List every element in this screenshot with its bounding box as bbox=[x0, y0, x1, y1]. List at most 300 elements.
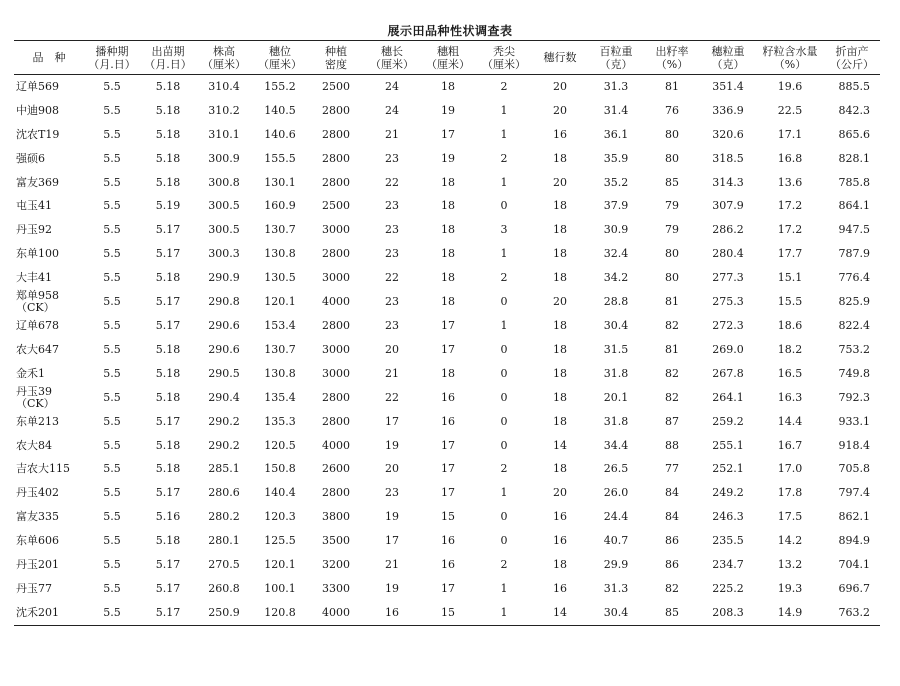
data-cell: 5.18 bbox=[155, 151, 181, 165]
table-row bbox=[14, 266, 880, 290]
data-cell: 5.17 bbox=[155, 557, 181, 571]
data-cell: 34.4 bbox=[603, 438, 629, 452]
variety-cell bbox=[14, 505, 84, 529]
data-cell: 31.8 bbox=[603, 414, 629, 428]
data-cell: 14.9 bbox=[777, 605, 803, 619]
data-cell: 24.4 bbox=[603, 510, 629, 524]
column-header bbox=[196, 41, 252, 75]
variety-cell bbox=[14, 266, 84, 290]
data-cell: 5.5 bbox=[103, 223, 121, 237]
data-cell: 77 bbox=[665, 462, 679, 476]
data-cell: 81 bbox=[665, 295, 679, 309]
data-cell: 320.6 bbox=[712, 127, 744, 141]
data-cell: 234.7 bbox=[712, 557, 744, 571]
column-header-line2: （公斤） bbox=[830, 57, 874, 71]
data-cell: 40.7 bbox=[603, 534, 629, 548]
data-cell: 81 bbox=[665, 342, 679, 356]
data-cell: 24 bbox=[385, 79, 399, 93]
table-row bbox=[14, 242, 880, 266]
data-cell: 260.8 bbox=[208, 581, 240, 595]
data-cell: 5.5 bbox=[103, 271, 121, 285]
variety-cell bbox=[14, 529, 84, 553]
data-cell: 763.2 bbox=[838, 605, 870, 619]
data-cell: 0 bbox=[500, 199, 508, 213]
data-cell: 314.3 bbox=[712, 175, 744, 189]
data-cell: 5.18 bbox=[155, 462, 181, 476]
data-cell: 22 bbox=[385, 390, 399, 404]
column-header-line2: （月.日） bbox=[88, 57, 136, 71]
data-cell: 2800 bbox=[322, 247, 350, 261]
table-title: 展示田品种性状调查表 bbox=[387, 24, 513, 38]
variety-cell bbox=[14, 338, 84, 362]
variety-name: 大丰41 bbox=[16, 271, 52, 285]
column-header-line2: （厘米） bbox=[482, 57, 526, 71]
data-cell: 17 bbox=[441, 486, 455, 500]
data-cell: 2 bbox=[500, 79, 508, 93]
variety-note: （CK） bbox=[16, 301, 55, 315]
data-cell: 16 bbox=[553, 127, 567, 141]
variety-name: 富友369 bbox=[16, 175, 59, 189]
data-cell: 264.1 bbox=[712, 390, 744, 404]
table-row bbox=[14, 410, 880, 434]
data-cell: 80 bbox=[665, 247, 679, 261]
data-cell: 16 bbox=[441, 414, 455, 428]
data-cell: 13.6 bbox=[777, 175, 803, 189]
data-cell: 86 bbox=[665, 534, 679, 548]
data-cell: 16 bbox=[441, 557, 455, 571]
data-cell: 76 bbox=[665, 103, 679, 117]
variety-name: 郑单958 bbox=[16, 289, 59, 303]
column-header-line1: 折亩产 bbox=[835, 44, 869, 58]
data-cell: 2800 bbox=[322, 486, 350, 500]
data-cell: 82 bbox=[665, 581, 679, 595]
table-row bbox=[14, 577, 880, 601]
variety-name: 吉农大115 bbox=[16, 462, 70, 476]
data-cell: 749.8 bbox=[838, 366, 870, 380]
data-cell: 2 bbox=[500, 462, 508, 476]
data-cell: 79 bbox=[665, 199, 679, 213]
data-cell: 88 bbox=[665, 438, 679, 452]
data-cell: 16 bbox=[441, 390, 455, 404]
data-cell: 120.5 bbox=[264, 438, 296, 452]
data-cell: 5.18 bbox=[155, 438, 181, 452]
data-cell: 20 bbox=[385, 462, 399, 476]
data-cell: 37.9 bbox=[603, 199, 629, 213]
data-cell: 280.2 bbox=[208, 510, 240, 524]
data-cell: 3800 bbox=[322, 510, 350, 524]
data-cell: 155.2 bbox=[264, 79, 296, 93]
data-cell: 5.18 bbox=[155, 271, 181, 285]
data-cell: 1 bbox=[500, 318, 508, 332]
data-cell: 5.5 bbox=[103, 557, 121, 571]
data-cell: 135.4 bbox=[264, 390, 296, 404]
table-row bbox=[14, 171, 880, 195]
data-cell: 18 bbox=[441, 223, 455, 237]
data-cell: 290.6 bbox=[208, 342, 240, 356]
data-cell: 947.5 bbox=[838, 223, 870, 237]
data-cell: 267.8 bbox=[712, 366, 744, 380]
data-cell: 20.1 bbox=[603, 390, 629, 404]
table-row bbox=[14, 362, 880, 386]
data-cell: 16 bbox=[553, 581, 567, 595]
table-row bbox=[14, 99, 880, 123]
data-cell: 84 bbox=[665, 486, 679, 500]
data-cell: 4000 bbox=[322, 438, 350, 452]
data-cell: 5.5 bbox=[103, 103, 121, 117]
data-cell: 5.18 bbox=[155, 534, 181, 548]
data-cell: 5.18 bbox=[155, 366, 181, 380]
column-header-line1: 出籽率 bbox=[655, 44, 689, 58]
variety-cell bbox=[14, 194, 84, 218]
data-cell: 18 bbox=[553, 223, 567, 237]
data-cell: 5.17 bbox=[155, 414, 181, 428]
data-cell: 3300 bbox=[322, 581, 350, 595]
variety-name: 强硕6 bbox=[16, 151, 45, 165]
data-cell: 17.2 bbox=[777, 199, 803, 213]
data-cell: 30.9 bbox=[603, 223, 629, 237]
data-cell: 864.1 bbox=[838, 199, 870, 213]
variety-cell bbox=[14, 410, 84, 434]
data-cell: 4000 bbox=[322, 295, 350, 309]
data-cell: 20 bbox=[553, 486, 567, 500]
data-cell: 160.9 bbox=[264, 199, 296, 213]
data-cell: 120.3 bbox=[264, 510, 296, 524]
data-cell: 5.16 bbox=[155, 510, 181, 524]
variety-name: 农大647 bbox=[16, 342, 59, 356]
data-cell: 0 bbox=[500, 342, 508, 356]
data-cell: 18 bbox=[553, 247, 567, 261]
data-cell: 140.6 bbox=[264, 127, 296, 141]
column-header bbox=[14, 41, 84, 75]
column-header bbox=[252, 41, 308, 75]
data-cell: 17 bbox=[385, 414, 399, 428]
data-cell: 87 bbox=[665, 414, 679, 428]
data-cell: 16 bbox=[385, 605, 399, 619]
variety-cell bbox=[14, 123, 84, 147]
data-cell: 280.6 bbox=[208, 486, 240, 500]
data-cell: 5.17 bbox=[155, 295, 181, 309]
data-cell: 825.9 bbox=[838, 295, 870, 309]
table-row bbox=[14, 553, 880, 577]
data-cell: 20 bbox=[553, 175, 567, 189]
data-cell: 18 bbox=[441, 247, 455, 261]
variety-traits-table bbox=[14, 40, 880, 626]
table-row bbox=[14, 481, 880, 505]
variety-note: （CK） bbox=[16, 396, 55, 410]
variety-cell bbox=[14, 481, 84, 505]
data-cell: 5.5 bbox=[103, 414, 121, 428]
data-cell: 300.8 bbox=[208, 175, 240, 189]
data-cell: 130.7 bbox=[264, 223, 296, 237]
data-cell: 80 bbox=[665, 271, 679, 285]
data-cell: 23 bbox=[385, 151, 399, 165]
data-cell: 80 bbox=[665, 151, 679, 165]
data-cell: 5.18 bbox=[155, 127, 181, 141]
data-cell: 31.3 bbox=[603, 581, 629, 595]
data-cell: 17.0 bbox=[777, 462, 803, 476]
data-cell: 130.1 bbox=[264, 175, 296, 189]
data-cell: 18 bbox=[553, 199, 567, 213]
data-cell: 18.6 bbox=[777, 318, 803, 332]
variety-name: 辽单678 bbox=[16, 318, 59, 332]
data-cell: 13.2 bbox=[777, 557, 803, 571]
data-cell: 17 bbox=[441, 342, 455, 356]
variety-cell bbox=[14, 553, 84, 577]
data-cell: 23 bbox=[385, 486, 399, 500]
data-cell: 1 bbox=[500, 103, 508, 117]
data-cell: 35.9 bbox=[603, 151, 629, 165]
data-cell: 2500 bbox=[322, 79, 350, 93]
data-cell: 16.5 bbox=[777, 366, 803, 380]
data-cell: 36.1 bbox=[603, 127, 629, 141]
column-header-line2: 密度 bbox=[325, 57, 347, 71]
column-header-line1: 品 种 bbox=[32, 51, 66, 64]
data-cell: 2800 bbox=[322, 151, 350, 165]
data-cell: 351.4 bbox=[712, 79, 744, 93]
data-cell: 1 bbox=[500, 127, 508, 141]
data-cell: 85 bbox=[665, 175, 679, 189]
data-cell: 5.5 bbox=[103, 127, 121, 141]
data-cell: 18 bbox=[441, 295, 455, 309]
variety-cell bbox=[14, 457, 84, 481]
data-cell: 776.4 bbox=[838, 271, 870, 285]
column-header bbox=[756, 41, 824, 75]
column-header bbox=[532, 41, 588, 75]
data-cell: 16 bbox=[441, 534, 455, 548]
table-row bbox=[14, 218, 880, 242]
data-cell: 19 bbox=[385, 581, 399, 595]
data-cell: 0 bbox=[500, 295, 508, 309]
column-header-line1: 百粒重 bbox=[599, 44, 633, 58]
data-cell: 23 bbox=[385, 223, 399, 237]
data-cell: 5.5 bbox=[103, 510, 121, 524]
data-cell: 86 bbox=[665, 557, 679, 571]
column-header bbox=[588, 41, 644, 75]
data-cell: 277.3 bbox=[712, 271, 744, 285]
data-cell: 2800 bbox=[322, 127, 350, 141]
variety-cell bbox=[14, 75, 84, 99]
data-cell: 21 bbox=[385, 127, 399, 141]
data-cell: 15.1 bbox=[777, 271, 803, 285]
table-row bbox=[14, 75, 880, 99]
data-cell: 5.5 bbox=[103, 151, 121, 165]
variety-name: 屯玉41 bbox=[16, 199, 52, 213]
data-cell: 792.3 bbox=[838, 390, 870, 404]
data-cell: 5.17 bbox=[155, 486, 181, 500]
column-header bbox=[824, 41, 880, 75]
data-cell: 84 bbox=[665, 510, 679, 524]
data-cell: 255.1 bbox=[712, 438, 744, 452]
data-cell: 1 bbox=[500, 247, 508, 261]
data-cell: 19.3 bbox=[777, 581, 803, 595]
data-cell: 150.8 bbox=[264, 462, 296, 476]
data-cell: 5.5 bbox=[103, 175, 121, 189]
data-cell: 17.7 bbox=[777, 247, 803, 261]
variety-name: 东单100 bbox=[16, 247, 59, 261]
data-cell: 18 bbox=[553, 271, 567, 285]
column-header-line1: 穗行数 bbox=[543, 51, 577, 64]
data-cell: 30.4 bbox=[603, 605, 629, 619]
data-cell: 18 bbox=[441, 199, 455, 213]
data-cell: 32.4 bbox=[603, 247, 629, 261]
variety-cell bbox=[14, 242, 84, 266]
data-cell: 120.8 bbox=[264, 605, 296, 619]
variety-name: 东单606 bbox=[16, 534, 59, 548]
column-header-line1: 穗位 bbox=[269, 44, 291, 58]
data-cell: 5.18 bbox=[155, 390, 181, 404]
data-cell: 19 bbox=[441, 151, 455, 165]
data-cell: 5.5 bbox=[103, 486, 121, 500]
data-cell: 17 bbox=[441, 127, 455, 141]
table-row bbox=[14, 457, 880, 481]
variety-cell bbox=[14, 362, 84, 386]
table-row bbox=[14, 529, 880, 553]
column-header bbox=[84, 41, 140, 75]
data-cell: 696.7 bbox=[838, 581, 870, 595]
data-cell: 336.9 bbox=[712, 103, 744, 117]
data-cell: 300.5 bbox=[208, 223, 240, 237]
data-cell: 5.18 bbox=[155, 79, 181, 93]
data-cell: 30.4 bbox=[603, 318, 629, 332]
data-cell: 300.3 bbox=[208, 247, 240, 261]
data-cell: 280.4 bbox=[712, 247, 744, 261]
data-cell: 28.8 bbox=[603, 295, 629, 309]
data-cell: 3000 bbox=[322, 366, 350, 380]
data-cell: 705.8 bbox=[838, 462, 870, 476]
data-cell: 235.5 bbox=[712, 534, 744, 548]
data-cell: 79 bbox=[665, 223, 679, 237]
data-cell: 865.6 bbox=[838, 127, 870, 141]
data-cell: 34.2 bbox=[603, 271, 629, 285]
data-cell: 153.4 bbox=[264, 318, 296, 332]
data-cell: 290.5 bbox=[208, 366, 240, 380]
data-cell: 20 bbox=[385, 342, 399, 356]
column-header bbox=[308, 41, 364, 75]
data-cell: 0 bbox=[500, 414, 508, 428]
variety-name: 丹玉402 bbox=[16, 486, 59, 500]
data-cell: 785.8 bbox=[838, 175, 870, 189]
data-cell: 2800 bbox=[322, 103, 350, 117]
data-cell: 140.5 bbox=[264, 103, 296, 117]
variety-name: 辽单569 bbox=[16, 79, 59, 93]
data-cell: 5.18 bbox=[155, 103, 181, 117]
column-header-line2: （厘米） bbox=[370, 57, 414, 71]
data-cell: 290.2 bbox=[208, 438, 240, 452]
variety-cell bbox=[14, 577, 84, 601]
data-cell: 259.2 bbox=[712, 414, 744, 428]
data-cell: 5.5 bbox=[103, 318, 121, 332]
data-cell: 15 bbox=[441, 510, 455, 524]
data-cell: 19 bbox=[385, 510, 399, 524]
data-cell: 252.1 bbox=[712, 462, 744, 476]
data-cell: 828.1 bbox=[838, 151, 870, 165]
data-cell: 5.19 bbox=[155, 199, 181, 213]
data-cell: 286.2 bbox=[712, 223, 744, 237]
data-cell: 3200 bbox=[322, 557, 350, 571]
data-cell: 5.17 bbox=[155, 581, 181, 595]
data-cell: 16 bbox=[553, 534, 567, 548]
data-cell: 5.5 bbox=[103, 390, 121, 404]
variety-name: 沈农T19 bbox=[16, 127, 60, 141]
data-cell: 130.7 bbox=[264, 342, 296, 356]
column-header-line2: （克） bbox=[711, 57, 745, 71]
data-cell: 31.3 bbox=[603, 79, 629, 93]
data-cell: 3000 bbox=[322, 223, 350, 237]
table-row bbox=[14, 290, 880, 314]
data-cell: 208.3 bbox=[712, 605, 744, 619]
data-cell: 270.5 bbox=[208, 557, 240, 571]
data-cell: 26.5 bbox=[603, 462, 629, 476]
variety-name: 丹玉201 bbox=[16, 557, 59, 571]
data-cell: 797.4 bbox=[838, 486, 870, 500]
table-row bbox=[14, 123, 880, 147]
data-cell: 155.5 bbox=[264, 151, 296, 165]
data-cell: 18 bbox=[553, 414, 567, 428]
data-cell: 4000 bbox=[322, 605, 350, 619]
data-cell: 3 bbox=[500, 223, 508, 237]
data-cell: 17.1 bbox=[777, 127, 803, 141]
data-cell: 2 bbox=[500, 151, 508, 165]
data-cell: 16 bbox=[553, 510, 567, 524]
data-cell: 5.18 bbox=[155, 342, 181, 356]
variety-name: 中迪908 bbox=[16, 103, 59, 117]
data-cell: 17 bbox=[441, 438, 455, 452]
data-cell: 15 bbox=[441, 605, 455, 619]
data-cell: 31.8 bbox=[603, 366, 629, 380]
data-cell: 1 bbox=[500, 486, 508, 500]
data-cell: 20 bbox=[553, 295, 567, 309]
data-cell: 310.1 bbox=[208, 127, 240, 141]
data-cell: 18 bbox=[553, 557, 567, 571]
data-cell: 22.5 bbox=[777, 103, 803, 117]
data-cell: 0 bbox=[500, 390, 508, 404]
data-cell: 31.4 bbox=[603, 103, 629, 117]
data-cell: 20 bbox=[553, 103, 567, 117]
variety-cell bbox=[14, 314, 84, 338]
data-cell: 894.9 bbox=[838, 534, 870, 548]
variety-name: 丹玉77 bbox=[16, 581, 52, 595]
data-cell: 5.5 bbox=[103, 462, 121, 476]
column-header-line2: （%） bbox=[655, 57, 689, 71]
variety-cell bbox=[14, 147, 84, 171]
data-cell: 24 bbox=[385, 103, 399, 117]
data-cell: 5.5 bbox=[103, 581, 121, 595]
data-cell: 17.5 bbox=[777, 510, 803, 524]
data-cell: 2800 bbox=[322, 390, 350, 404]
column-header bbox=[644, 41, 700, 75]
column-header-line2: （厘米） bbox=[258, 57, 302, 71]
data-cell: 5.5 bbox=[103, 342, 121, 356]
column-header-line1: 播种期 bbox=[95, 44, 129, 58]
data-cell: 5.17 bbox=[155, 223, 181, 237]
data-cell: 140.4 bbox=[264, 486, 296, 500]
data-cell: 18 bbox=[441, 366, 455, 380]
variety-name: 富友335 bbox=[16, 510, 59, 524]
data-cell: 18 bbox=[441, 175, 455, 189]
table-row bbox=[14, 194, 880, 218]
data-cell: 310.2 bbox=[208, 103, 240, 117]
data-cell: 5.17 bbox=[155, 605, 181, 619]
variety-cell bbox=[14, 171, 84, 195]
table-row bbox=[14, 147, 880, 171]
table-row bbox=[14, 601, 880, 625]
data-cell: 17.8 bbox=[777, 486, 803, 500]
header-row bbox=[14, 41, 880, 75]
column-header-line1: 秃尖 bbox=[493, 44, 515, 58]
column-header-line1: 穗长 bbox=[381, 44, 403, 58]
data-cell: 290.6 bbox=[208, 318, 240, 332]
data-cell: 85 bbox=[665, 605, 679, 619]
